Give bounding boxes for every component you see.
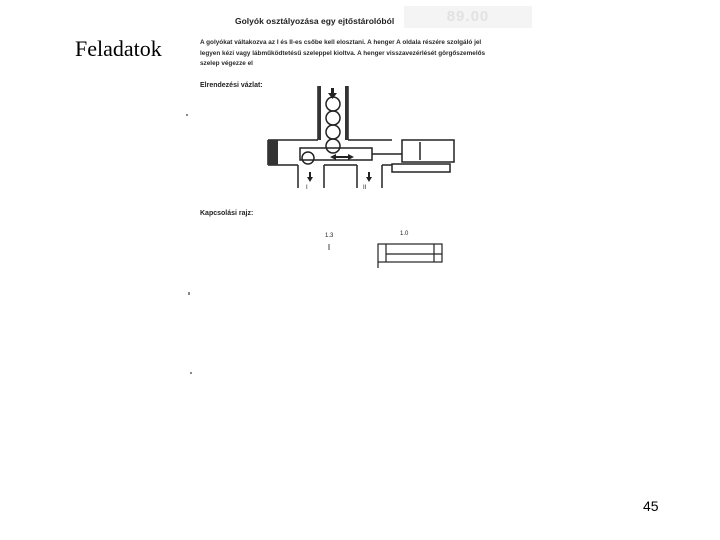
cylinder-label: 1.0 <box>400 231 409 237</box>
layout-sketch <box>182 0 542 280</box>
magazine-wall-fill <box>318 86 321 140</box>
scan-speck <box>190 372 192 374</box>
scanned-task-sheet <box>182 0 542 390</box>
roller-valve <box>392 164 450 172</box>
scan-speck <box>188 292 190 295</box>
task-description-line: szelep végezze el <box>200 60 253 67</box>
outlet-1-label: I <box>306 185 308 191</box>
end-block <box>268 140 278 165</box>
ball <box>326 97 340 111</box>
cylinder-body <box>402 140 454 162</box>
task-title: Golyók osztályozása egy ejtőstárolóból <box>235 16 395 26</box>
slide-title: Feladatok <box>75 36 162 61</box>
ball <box>326 111 340 125</box>
faded-stamp: 89.00 <box>404 6 532 28</box>
valve-label: 1.3 <box>325 233 334 239</box>
page-number: 45 <box>643 498 659 514</box>
layout-sketch-heading: Elrendezési vázlat: <box>200 82 263 89</box>
outlet-2-label: II <box>363 185 367 191</box>
ball <box>326 139 340 153</box>
task-description-line: A golyókat váltakozva az I és II-es csőbe kell elosztani. A henger A oldala részére szolgáló jel <box>200 39 482 46</box>
circuit-diagram-heading: Kapcsolási rajz: <box>200 210 254 217</box>
slider-direction-arrows <box>330 154 354 160</box>
magazine-wall-fill <box>345 86 348 140</box>
outlet-arrows <box>307 172 372 182</box>
ball <box>326 125 340 139</box>
circuit-cylinder-symbol <box>378 244 442 268</box>
ball-in-slider <box>302 152 314 164</box>
scan-speck <box>186 114 188 116</box>
task-description-line: legyen kézi vagy lábműködtetésű szeleppel kioltva. A henger visszavezérlését görgőszemelős <box>200 49 486 57</box>
